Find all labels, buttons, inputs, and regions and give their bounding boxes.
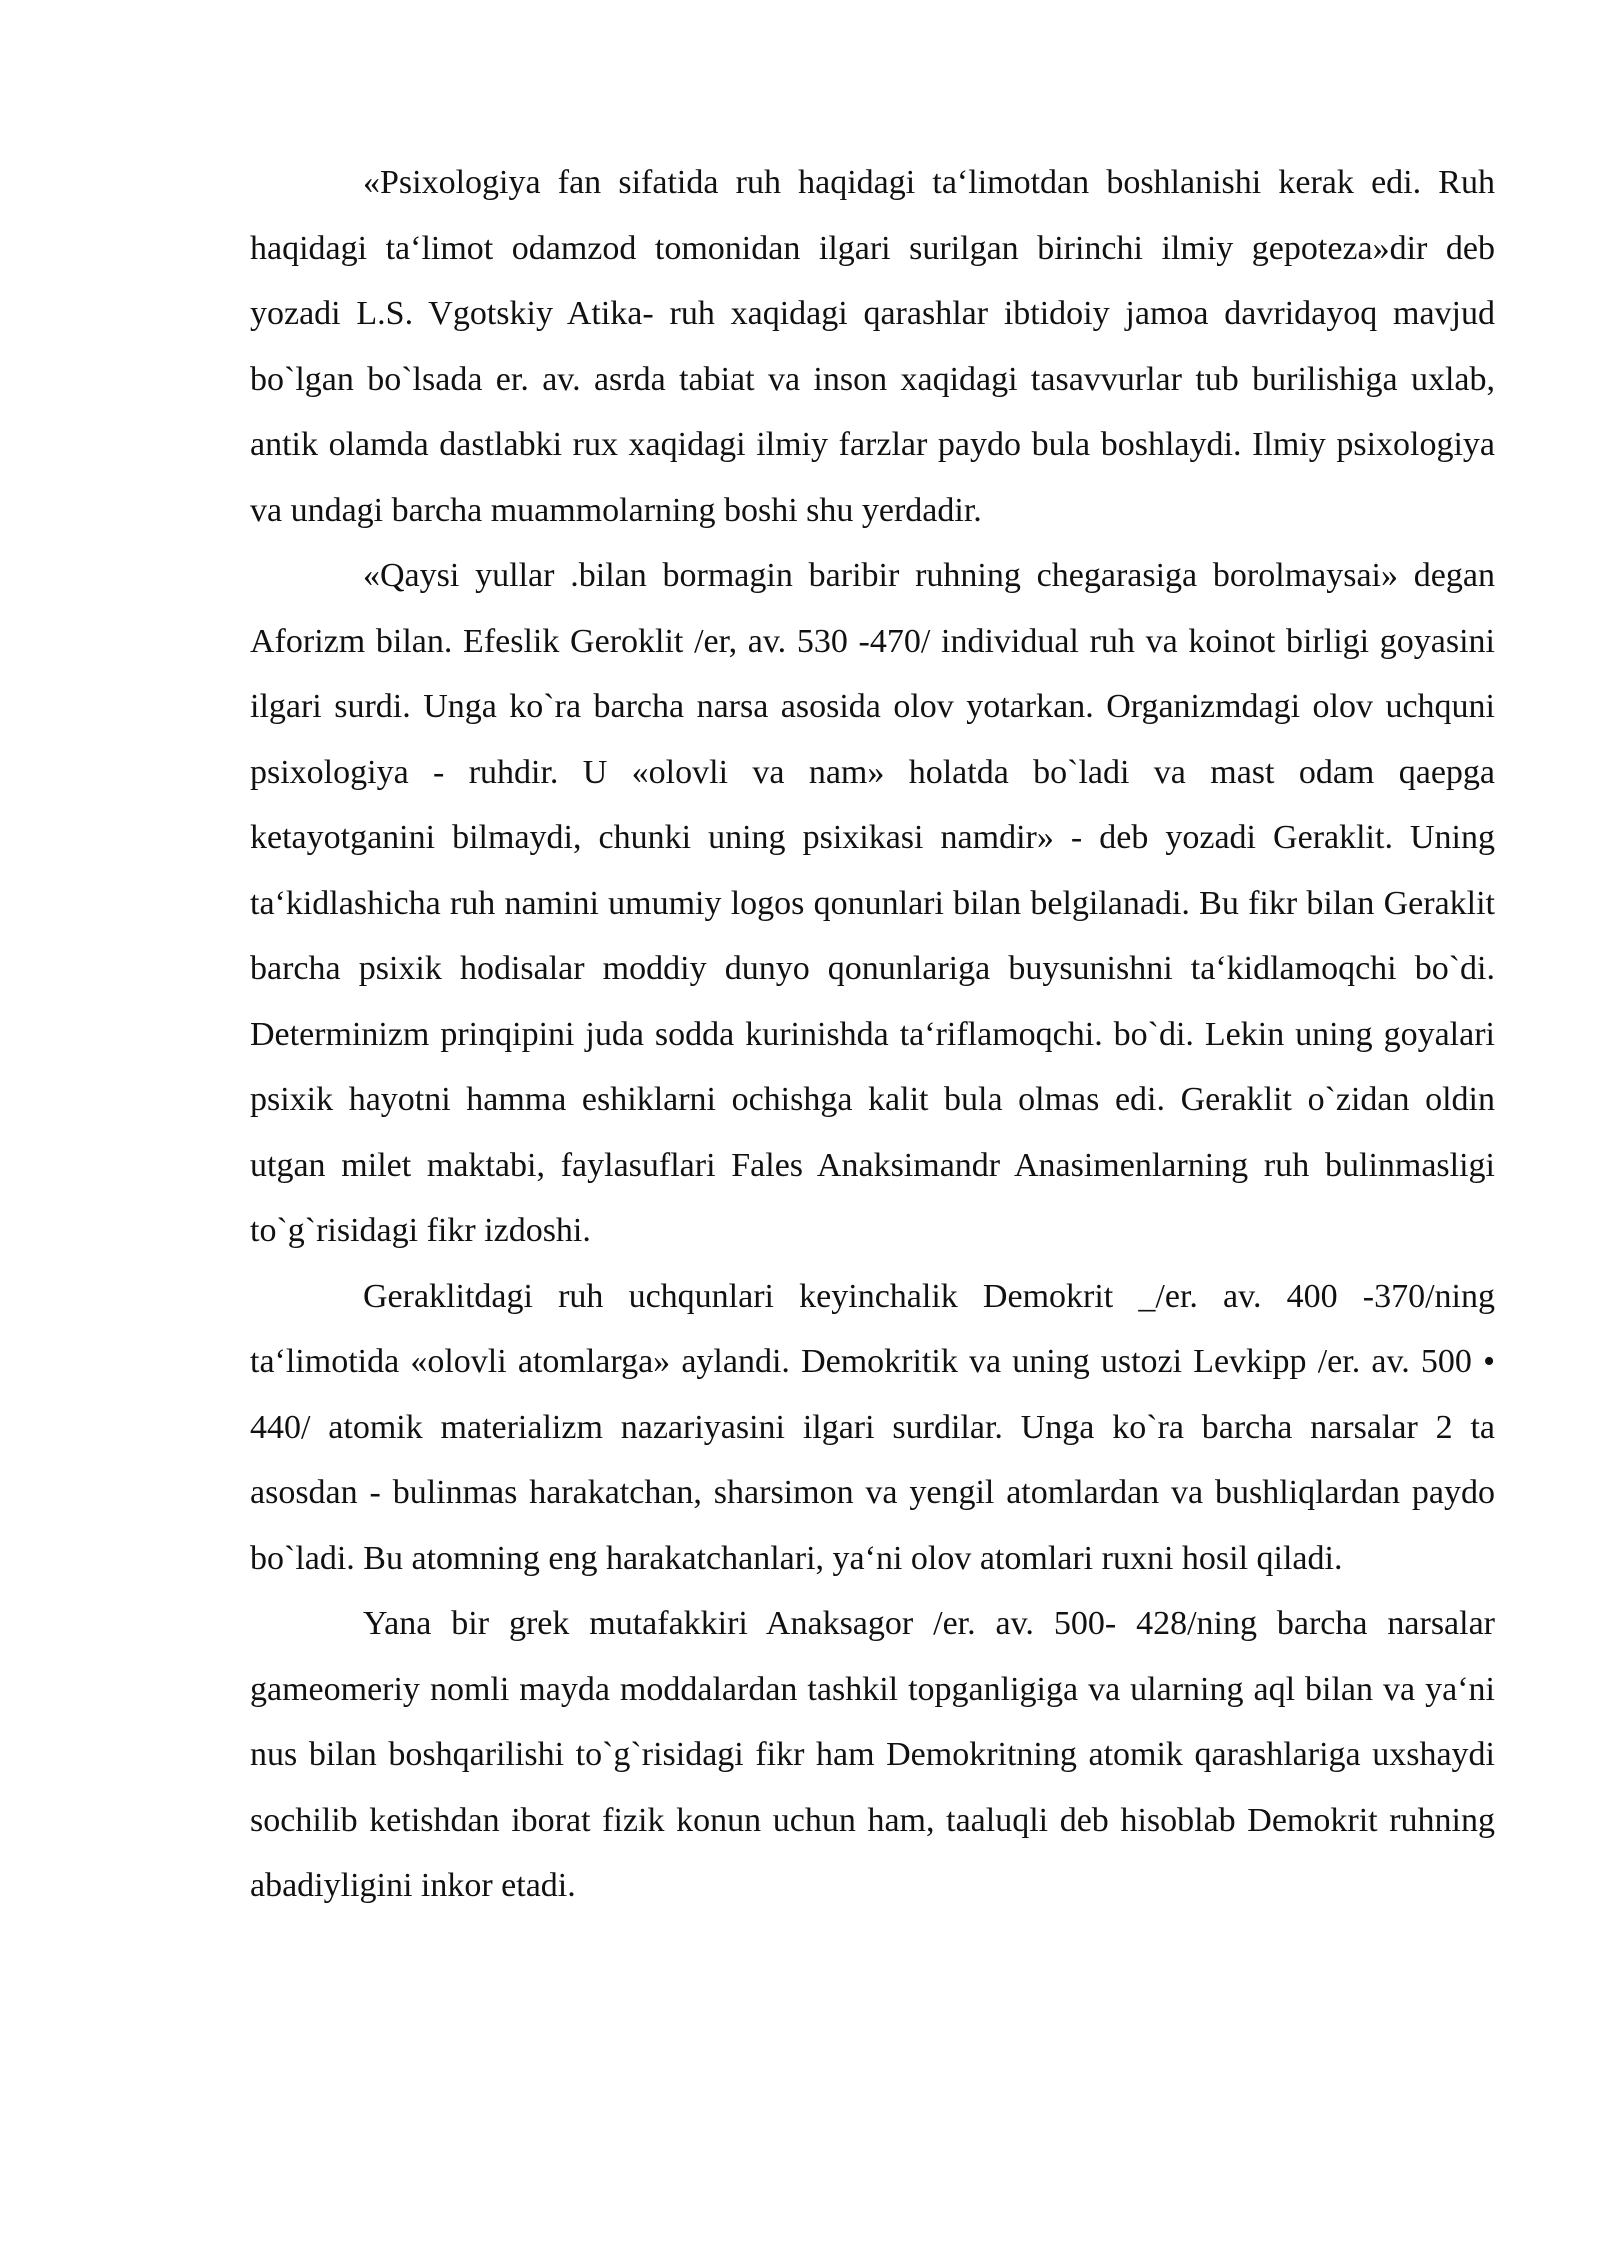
paragraph: Geraklitdagi ruh uchqunlari keyinchalik Demokrit _/er. av. 400 -370/ning taʻlimotida «olovli atomlarga» aylandi. Demokritik va uning ustozi Levkipp /er. av. 500 • 440/ atomik materializm nazariyasini ilgari surdilar. Unga ko`ra barcha narsalar 2 ta asosdan - bulinmas harakatchan, sharsimon va yengil atomlardan va bushliqlardan paydo bo`ladi. Bu atomning eng harakatchanlari, yaʻni olov atomlari ruxni hosil qiladi.	[250, 1277, 1495, 1577]
document-page	[250, 150, 1495, 1919]
paragraph: «Qaysi yullar .bilan bormagin baribir ruhning chegarasiga borolmaysai» degan Aforizm bilan. Efeslik Geroklit /er, av. 530 -470/ individual ruh va koinot birligi goyasini ilgari surdi. Unga ko`ra barcha narsa asosida olov yotarkan. Organizmdagi olov uchquni psixologiya - ruhdir. U «olovli va nam» holatda bo`ladi va mast odam qaepga ketayotganini bilmaydi, chunki uning psixikasi namdir» - deb yozadi Geraklit. Uning taʻkidlashicha ruh namini umumiy logos qonunlari bilan belgilanadi. Bu fikr bilan Geraklit barcha psixik hodisalar moddiy dunyo qonunlariga buysunishni taʻkidlamoqchi bo`di. Determinizm prinqipini juda sodda kurinishda taʻriflamoqchi. bo`di. Lekin uning goyalari psixik hayotni hamma eshiklarni ochishga kalit bula olmas edi. Geraklit o`zidan oldin utgan milet maktabi, faylasuflari Fales Anaksimandr Anasimenlarning ruh bulinmasligi to`g`risidagi fikr izdoshi.	[250, 557, 1495, 1249]
paragraph: Yana bir grek mutafakkiri Anaksagor /er. av. 500- 428/ning barcha narsalar gameomeriy nomli mayda moddalardan tashkil topganligiga va ularning aql bilan va yaʻni nus bilan boshqarilishi to`g`risidagi fikr ham Demokritning atomik qarashlariga uxshaydi sochilib ketishdan iborat fizik konun uchun ham, taaluqli deb hisoblab Demokrit ruhning abadiyligini inkor etadi.	[250, 1605, 1495, 1904]
paragraph: «Psixologiya fan sifatida ruh haqidagi taʻlimotdan boshlanishi kerak edi. Ruh haqidagi taʻlimot odamzod tomonidan ilgari surilgan birinchi ilmiy gepoteza»dir deb yozadi L.S. Vgotskiy Atika- ruh xaqidagi qarashlar ibtidoiy jamoa davridayoq mavjud bo`lgan bo`lsada er. av. asrda tabiat va inson xaqidagi tasavvurlar tub burilishiga uxlab, antik olamda dastlabki rux xaqidagi ilmiy farzlar paydo bula boshlaydi. Ilmiy psixologiya va undagi barcha muammolarning boshi shu yerdadir.	[250, 164, 1495, 529]
